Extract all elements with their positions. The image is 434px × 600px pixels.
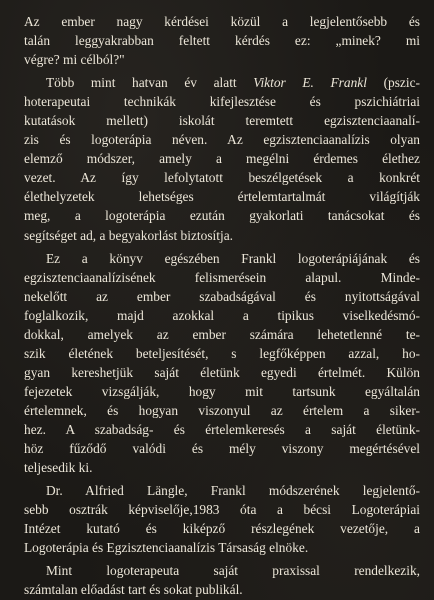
paragraph-frankl bbox=[24, 73, 420, 244]
text-segment: (pszic- bbox=[366, 75, 420, 91]
text-line: kutatások mellett) iskolát teremtett egzisztenciaanalí- bbox=[24, 113, 420, 129]
text-line: foglalkozik, majd azokkal a tipikus viselkedésmó- bbox=[24, 307, 420, 323]
paragraph-intro bbox=[24, 12, 420, 69]
text-line: meg, a logoterápia ezután gyakorlati tanácsokat és bbox=[24, 208, 420, 224]
text-line: hoterapeutai technikák kifejlesztése és pszichiátriai bbox=[24, 94, 420, 110]
text-line: Mint logoterapeuta saját praxissal rendelkezik, bbox=[46, 563, 420, 579]
text-line: gyan kereshetjük saját életünk egyedi értelmét. Külön bbox=[24, 364, 420, 380]
text-line: Dr. Alfried Längle, Frankl módszerének legjelentő- bbox=[46, 483, 420, 499]
text-line: fejezetek vizsgálják, hogy mit tartsunk egyáltalán bbox=[24, 383, 420, 399]
text-line: teljesedik ki. bbox=[24, 460, 93, 476]
text-line: vezet. Az így lefolytatott beszélgetések a konkrét bbox=[24, 170, 420, 186]
text-line: segítséget ad, a begyakorlást biztosítja. bbox=[24, 227, 233, 243]
text-line: nekelőtt az ember szabadságával és nyitottságával bbox=[24, 288, 420, 304]
text-line: végre? mi célból?" bbox=[24, 52, 125, 68]
text-line: Intézet kutató és kiképző részlegének vezetője, a bbox=[24, 521, 420, 537]
text-line: elemző módszer, amely a megélni érdemes élethez bbox=[24, 151, 420, 167]
author-name: Viktor E. Frankl bbox=[253, 75, 367, 91]
text-line: hez. A szabadság- és értelemkeresés a saját életünk- bbox=[24, 421, 420, 437]
paragraph-author-practice bbox=[24, 561, 420, 599]
text-line: Ez a könyv egészében Frankl logoterápiájának és bbox=[46, 250, 420, 266]
text-line: dokkal, amelyek az ember számára lehetetlenné te- bbox=[24, 326, 420, 342]
text-line: értelemnek, és hogyan viszonyul az értelem a siker- bbox=[24, 402, 420, 418]
text-line: számtalan előadást tart és sokat publikál. bbox=[24, 582, 243, 598]
text-line: sebb osztrák képviselője,1983 óta a bécsi Logoterápiai bbox=[24, 502, 420, 518]
text-line: höz fűződő valódi és mély viszony megértésével bbox=[24, 441, 420, 457]
text-segment: Több mint hatvan év alatt bbox=[46, 75, 254, 91]
text-line: egzisztenciaanalízisének felismerésein alapul. Minde- bbox=[24, 269, 420, 285]
text-line: zis és logoterápia néven. Az egzisztenciaanalízis olyan bbox=[24, 132, 420, 148]
text-line bbox=[24, 73, 420, 92]
paragraph-author-bio bbox=[24, 481, 420, 557]
paragraph-book-summary bbox=[24, 249, 420, 478]
text-line: talán leggyakrabban feltett kérdés ez: „minek? mi bbox=[24, 33, 420, 49]
text-line: élethelyzetek lehetséges értelemtartalmát világítják bbox=[24, 189, 420, 205]
text-line: Logoterápia és Egzisztenciaanalízis Társaság elnöke. bbox=[24, 540, 309, 556]
text-line: Az ember nagy kérdései közül a legjelentősebb és bbox=[24, 14, 420, 29]
text-line: szik életének beteljesítését, s legfőképpen azzal, ho- bbox=[24, 345, 420, 361]
